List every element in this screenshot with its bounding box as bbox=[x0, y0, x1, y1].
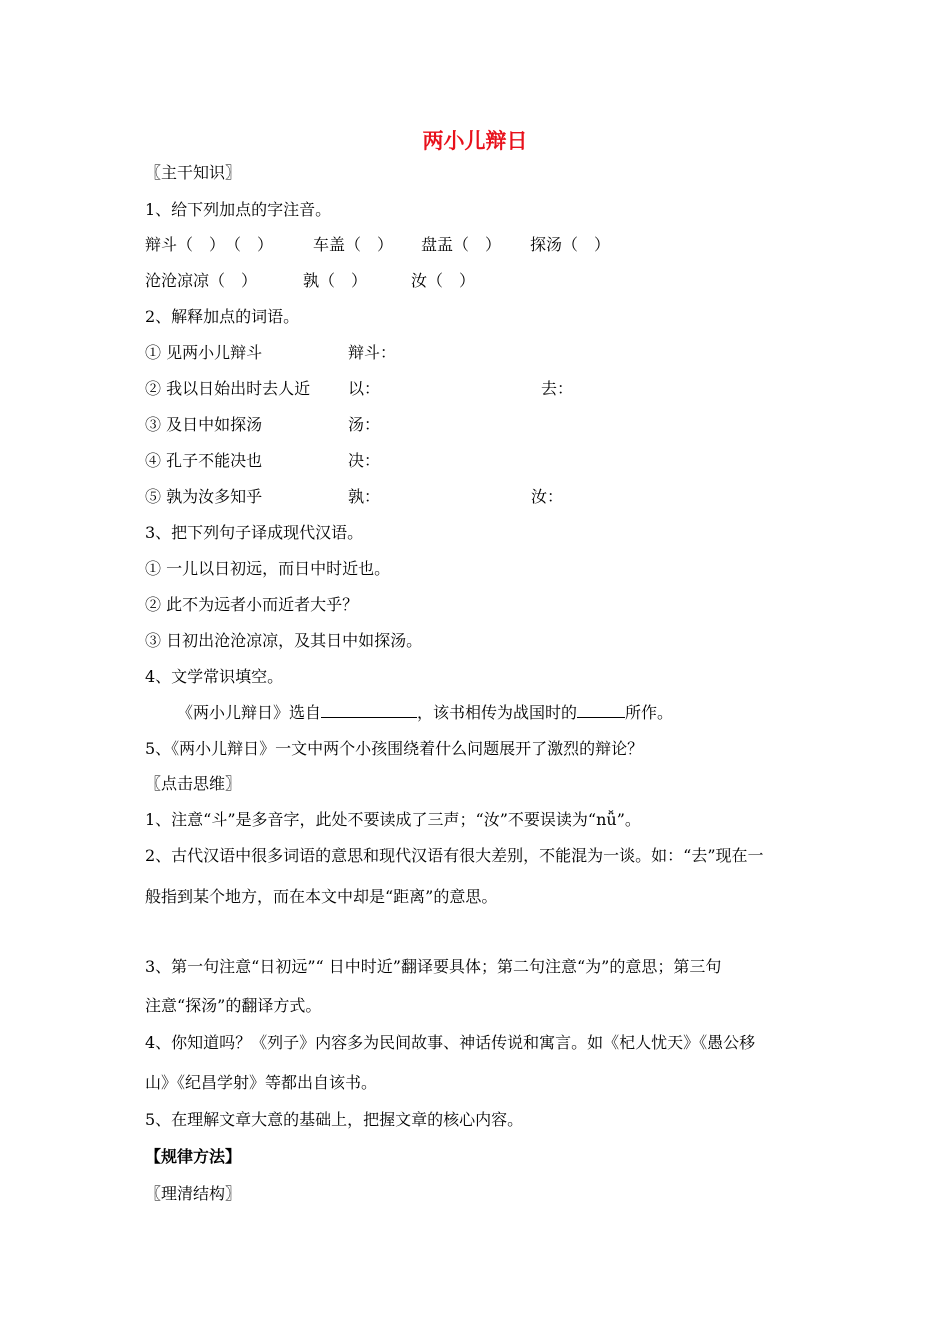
q2-word-4: 决： bbox=[348, 451, 381, 470]
section-thinking: 〖点击思维〗 bbox=[145, 774, 242, 793]
q2-word-5b: 汝： bbox=[531, 487, 564, 506]
q1-item-4: 探汤（ ） bbox=[530, 235, 611, 254]
q4-blank-source[interactable] bbox=[321, 703, 417, 718]
q4-text-3: 所作。 bbox=[625, 703, 674, 722]
q3-sentence-3: ③ 日初出沧沧凉凉，及其日中如探汤。 bbox=[145, 631, 423, 650]
q2-sentence-2: ② 我以日始出时去人近 bbox=[145, 379, 311, 398]
q2-sentence-1: ① 见两小儿辩斗 bbox=[145, 343, 263, 362]
q4-heading: 4、文学常识填空。 bbox=[145, 667, 284, 686]
tip-1: 1、注意“斗”是多音字，此处不要读成了三声；“汝”不要误读为“nǚ”。 bbox=[145, 810, 641, 829]
q2-word-2a: 以： bbox=[348, 379, 381, 398]
section-structure: 〖理清结构〗 bbox=[145, 1184, 242, 1203]
q2-sentence-5: ⑤ 孰为汝多知乎 bbox=[145, 487, 263, 506]
q3-sentence-1: ① 一儿以日初远，而日中时近也。 bbox=[145, 559, 391, 578]
q2-word-5a: 孰： bbox=[348, 487, 381, 506]
section-method: 【规律方法】 bbox=[145, 1147, 242, 1166]
q4-text-1: 《两小儿辩日》选自 bbox=[177, 703, 322, 722]
page-title: 两小儿辩日 bbox=[422, 129, 528, 153]
q2-heading: 2、解释加点的词语。 bbox=[145, 307, 300, 326]
q5-heading: 5、《两小儿辩日》一文中两个小孩围绕着什么问题展开了激烈的辩论？ bbox=[145, 739, 644, 758]
q1-heading: 1、给下列加点的字注音。 bbox=[145, 200, 332, 219]
q3-heading: 3、把下列句子译成现代汉语。 bbox=[145, 523, 364, 542]
q1-item-6: 孰（ ） bbox=[303, 271, 368, 290]
q1-item-3: 盘盂（ ） bbox=[421, 235, 502, 254]
q1-item-2: 车盖（ ） bbox=[313, 235, 394, 254]
tip-3-line-2: 注意“探汤”的翻译方式。 bbox=[145, 996, 322, 1015]
tip-2-line-1: 2、古代汉语中很多词语的意思和现代汉语有很大差别，不能混为一谈。如：“去”现在一 bbox=[145, 846, 764, 865]
q2-sentence-3: ③ 及日中如探汤 bbox=[145, 415, 263, 434]
tip-3-line-1: 3、第一句注意“日初远”“ 日中时近”翻译要具体；第二句注意“为”的意思；第三句 bbox=[145, 957, 722, 976]
q3-sentence-2: ② 此不为远者小而近者大乎？ bbox=[145, 595, 359, 614]
tip-2-line-2: 般指到某个地方，而在本文中却是“距离”的意思。 bbox=[145, 887, 498, 906]
tip-4-line-2: 山》《纪昌学射》等都出自该书。 bbox=[145, 1073, 378, 1092]
tip-5: 5、在理解文章大意的基础上，把握文章的核心内容。 bbox=[145, 1110, 524, 1129]
section-main-knowledge: 〖主干知识〗 bbox=[145, 163, 242, 182]
q2-word-3: 汤： bbox=[348, 415, 381, 434]
q4-text-2: ，该书相传为战国时的 bbox=[417, 703, 578, 722]
q4-blank-author[interactable] bbox=[577, 703, 625, 718]
q4-fill-line bbox=[177, 703, 673, 723]
q1-item-5: 沧沧凉凉（ ） bbox=[145, 271, 258, 290]
q2-word-2b: 去： bbox=[541, 379, 574, 398]
q2-word-1: 辩斗： bbox=[348, 343, 397, 362]
tip-4-line-1: 4、你知道吗？《列子》内容多为民间故事、神话传说和寓言。如《杞人忧天》《愚公移 bbox=[145, 1033, 756, 1052]
q2-sentence-4: ④ 孔子不能决也 bbox=[145, 451, 263, 470]
q1-item-1: 辩斗（ ） （ ） bbox=[145, 235, 274, 254]
q1-item-7: 汝（ ） bbox=[411, 271, 476, 290]
